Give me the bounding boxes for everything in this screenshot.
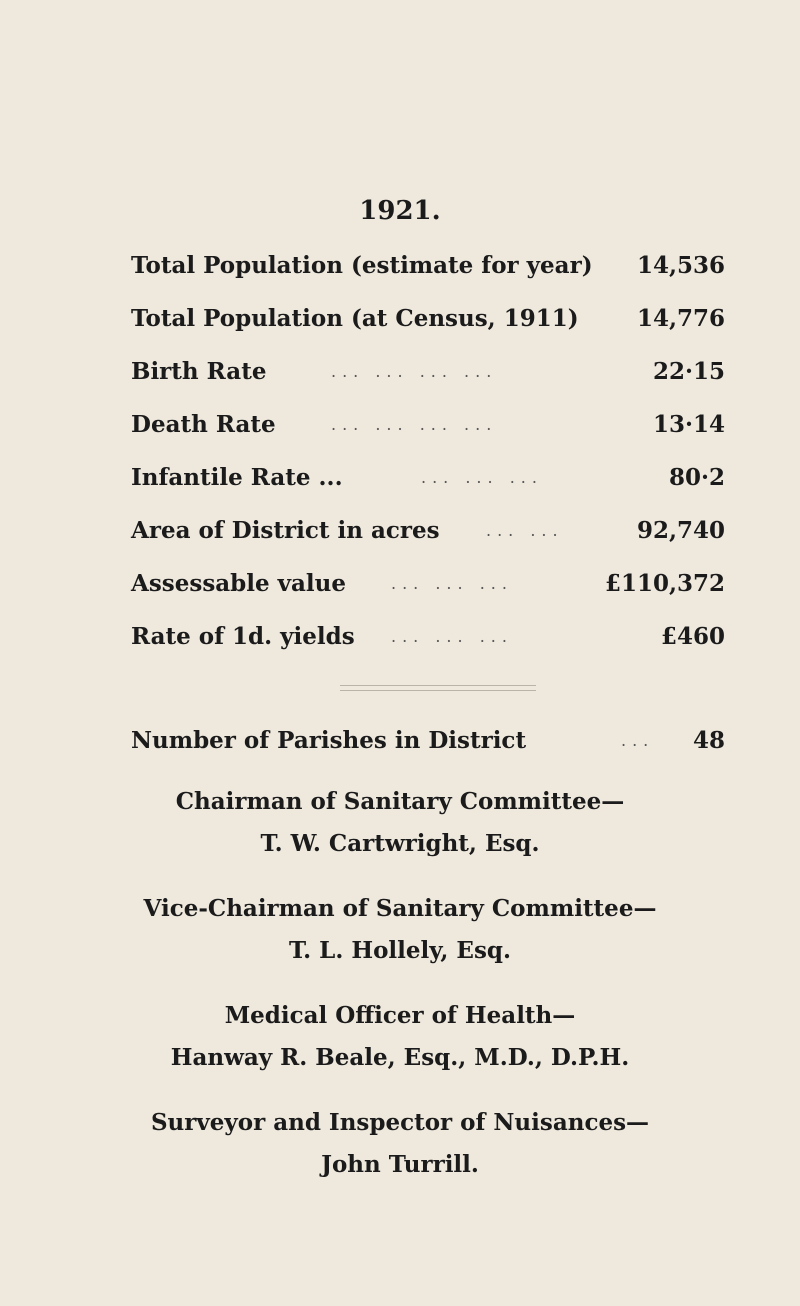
officer-title-surveyor: Surveyor and Inspector of Nuisances— xyxy=(150,1109,650,1136)
leader-dots: ... ... ... xyxy=(421,468,543,487)
stat-row-population-census xyxy=(131,303,725,335)
stat-row-infantile-rate xyxy=(131,462,725,494)
officer-title-medical-officer: Medical Officer of Health— xyxy=(224,1002,576,1029)
stat-row-district-area xyxy=(131,515,725,547)
stat-value: 48 xyxy=(692,727,725,754)
stat-value: 14,776 xyxy=(636,305,725,332)
leader-dots: ... ... ... ... xyxy=(331,362,498,381)
stat-row-death-rate xyxy=(131,409,725,441)
leader-dots: ... ... ... ... xyxy=(331,415,498,434)
stat-label: Death Rate xyxy=(131,411,276,438)
stat-row-birth-rate xyxy=(131,356,725,388)
stat-label: Assessable value xyxy=(131,570,346,597)
stat-value: £110,372 xyxy=(604,570,725,597)
officer-name-medical-officer: Hanway R. Beale, Esq., M.D., D.P.H. xyxy=(170,1044,630,1071)
stat-value: 80·2 xyxy=(668,464,725,491)
officer-title-vice-chairman: Vice-Chairman of Sanitary Committee— xyxy=(143,895,657,922)
leader-dots: ... ... ... xyxy=(391,574,513,593)
stat-value: 22·15 xyxy=(652,358,725,385)
stat-value: 92,740 xyxy=(636,517,725,544)
report-year: 1921. xyxy=(359,196,441,226)
stat-label: Number of Parishes in District xyxy=(131,727,527,754)
stat-label: Rate of 1d. yields xyxy=(131,623,355,650)
officer-name-vice-chairman: T. L. Hollely, Esq. xyxy=(288,937,511,964)
officer-name-chairman: T. W. Cartwright, Esq. xyxy=(260,830,540,857)
stat-label: Total Population (estimate for year) xyxy=(131,252,593,279)
stat-label: Birth Rate xyxy=(131,358,267,385)
stat-label: Infantile Rate ... xyxy=(131,464,343,491)
stat-row-rate-yield xyxy=(131,621,725,653)
stat-row-assessable-value xyxy=(131,568,725,600)
leader-dots: ... ... ... xyxy=(391,627,513,646)
stat-label: Area of District in acres xyxy=(131,517,440,544)
leader-dots: ... xyxy=(621,731,655,750)
stat-value: 14,536 xyxy=(636,252,725,279)
officer-name-surveyor: John Turrill. xyxy=(321,1151,479,1178)
stat-row-population-estimate xyxy=(131,250,725,282)
double-rule-divider xyxy=(340,685,536,691)
stat-label: Total Population (at Census, 1911) xyxy=(131,305,579,332)
stat-value: 13·14 xyxy=(652,411,725,438)
officer-title-chairman: Chairman of Sanitary Committee— xyxy=(175,788,625,815)
stat-row-parishes xyxy=(131,725,725,757)
leader-dots: ... ... xyxy=(486,521,564,540)
stat-value: £460 xyxy=(660,623,725,650)
